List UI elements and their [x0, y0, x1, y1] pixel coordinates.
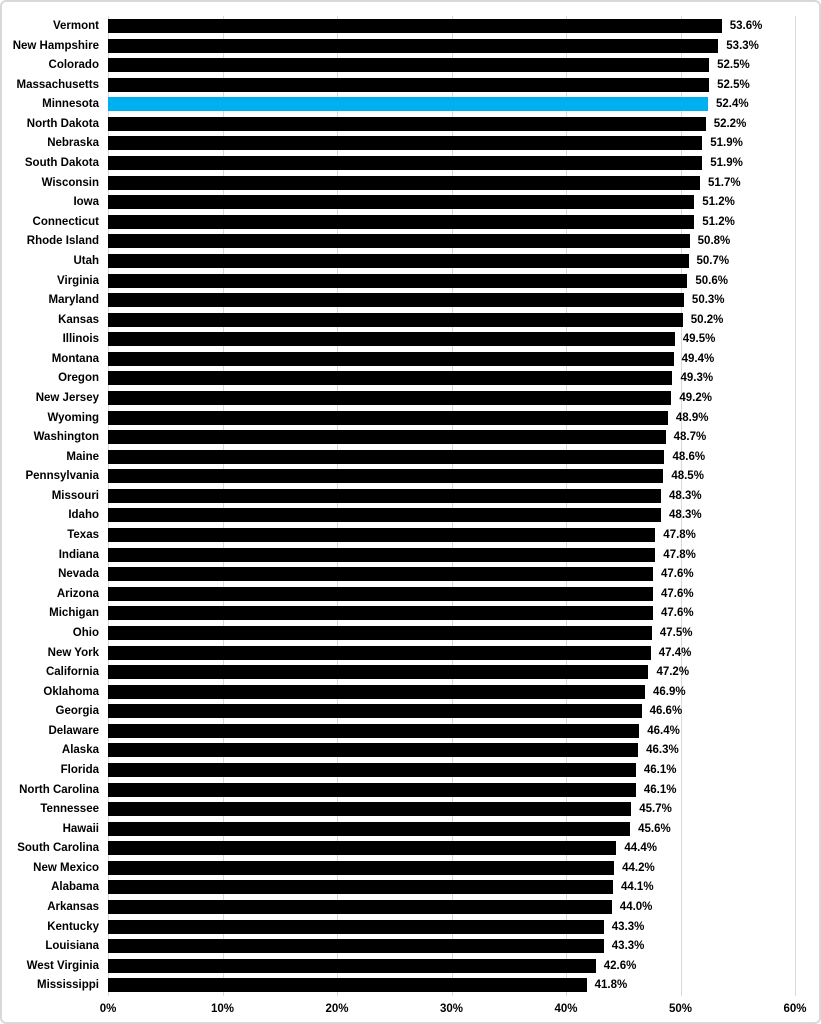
value-label: 52.5%: [717, 59, 750, 72]
value-label: 42.6%: [603, 959, 637, 972]
value-label: 53.3%: [726, 39, 759, 52]
bar: [108, 900, 612, 914]
bar-row: [58, 313, 795, 327]
value-label: 48.7%: [673, 431, 707, 444]
category-label: Connecticut: [32, 215, 99, 228]
value-label: 43.3%: [611, 920, 645, 933]
value-label: 47.4%: [658, 646, 692, 659]
value-label: 51.2%: [702, 215, 735, 228]
bar-row: [56, 587, 795, 601]
value-label: 49.3%: [680, 372, 714, 385]
bar-row: [32, 215, 795, 229]
bar: [108, 743, 638, 757]
category-label: New Jersey: [35, 391, 99, 404]
bar-row: [35, 391, 795, 405]
value-label: 43.3%: [611, 940, 645, 953]
bar: [108, 215, 694, 229]
category-label: Georgia: [55, 705, 99, 718]
bar: [108, 548, 655, 562]
bar-row: [26, 234, 795, 248]
category-label: Utah: [73, 254, 99, 267]
value-label: 48.5%: [671, 470, 704, 483]
bar: [108, 176, 700, 190]
bar-row: [24, 156, 795, 170]
value-label: 46.3%: [646, 744, 679, 757]
x-axis: [99, 1003, 807, 1019]
value-label: 46.4%: [647, 724, 680, 737]
bar: [108, 19, 722, 33]
bar: [108, 646, 651, 660]
bar: [108, 724, 639, 738]
category-label: Tennessee: [40, 803, 99, 816]
bar: [108, 332, 675, 346]
bar: [108, 665, 648, 679]
bar-row: [47, 920, 795, 934]
bar-row: [60, 763, 795, 777]
x-tick-label: 10%: [210, 1003, 235, 1015]
value-label: 49.2%: [679, 391, 712, 404]
value-label: 48.9%: [675, 411, 709, 424]
bar: [108, 567, 653, 581]
bar: [108, 234, 690, 248]
bar: [108, 117, 706, 131]
x-tick-label: 40%: [554, 1003, 578, 1015]
bar-row: [48, 293, 795, 307]
category-label: Washington: [33, 431, 99, 444]
category-label: Mississippi: [37, 979, 99, 992]
bar-row: [72, 626, 795, 640]
bar-row: [42, 97, 795, 111]
category-label: South Dakota: [24, 157, 99, 170]
category-label: Rhode Island: [26, 235, 99, 248]
x-tick-label: 60%: [783, 1003, 807, 1015]
bar-row: [52, 19, 795, 33]
category-label: Delaware: [48, 724, 99, 737]
bar: [108, 136, 702, 150]
value-label: 47.5%: [659, 626, 693, 639]
bar: [108, 802, 631, 816]
value-label: 45.6%: [638, 822, 671, 835]
category-label: Maryland: [48, 294, 99, 307]
bar-row: [45, 939, 795, 953]
category-label: Maine: [66, 450, 99, 463]
bar: [108, 489, 661, 503]
value-label: 46.1%: [643, 783, 677, 796]
value-label: 47.6%: [661, 607, 694, 620]
bar-row: [43, 685, 795, 699]
bar: [108, 763, 636, 777]
bar-row: [47, 646, 795, 660]
category-label: Pennsylvania: [25, 470, 99, 483]
value-label: 52.2%: [713, 117, 747, 130]
bar-row: [62, 822, 795, 836]
value-label: 50.6%: [695, 274, 728, 287]
bar: [108, 841, 616, 855]
bar-row: [67, 528, 795, 542]
x-tick-label: 30%: [439, 1003, 464, 1015]
bar-row: [47, 136, 795, 150]
bar-row: [49, 606, 795, 620]
bar: [108, 371, 672, 385]
category-label: Texas: [67, 529, 99, 542]
value-label: 44.4%: [624, 842, 657, 855]
bar: [108, 587, 653, 601]
category-label: Louisiana: [45, 940, 99, 953]
value-label: 50.7%: [696, 254, 730, 267]
bar: [108, 391, 671, 405]
value-label: 47.8%: [663, 529, 696, 542]
category-label: Illinois: [62, 333, 99, 346]
bar: [108, 685, 645, 699]
category-label: Michigan: [49, 607, 99, 620]
category-label: Hawaii: [62, 822, 99, 835]
bar: [108, 508, 661, 522]
bar: [108, 293, 684, 307]
category-label: Montana: [51, 352, 99, 365]
category-label: Iowa: [73, 196, 99, 209]
bar-row: [33, 861, 795, 875]
bar: [108, 920, 604, 934]
value-label: 46.1%: [643, 763, 677, 776]
category-label: New Mexico: [33, 861, 99, 874]
bar: [108, 704, 642, 718]
value-label: 49.5%: [682, 333, 716, 346]
bar-row: [47, 411, 795, 425]
bar: [108, 861, 614, 875]
category-label: Indiana: [58, 548, 99, 561]
category-label: Oklahoma: [43, 685, 99, 698]
bar-row: [51, 352, 795, 366]
category-label: Nevada: [58, 568, 99, 581]
category-label: Kansas: [58, 313, 99, 326]
gridline: [795, 16, 796, 996]
bar-row: [26, 959, 795, 973]
bar: [108, 469, 663, 483]
category-label: North Dakota: [26, 117, 99, 130]
value-label: 46.9%: [653, 685, 686, 698]
value-label: 44.2%: [622, 861, 655, 874]
bar-rows: [12, 19, 795, 993]
category-label: Minnesota: [42, 98, 99, 111]
category-label: Idaho: [68, 509, 99, 522]
value-label: 52.4%: [715, 98, 749, 111]
x-tick-label: 50%: [668, 1003, 693, 1015]
plot-area: [12, 19, 795, 993]
bar-row: [62, 332, 795, 346]
bar: [108, 254, 689, 268]
category-label: Alabama: [51, 881, 99, 894]
bar: [108, 450, 664, 464]
bar: [108, 822, 630, 836]
value-label: 53.6%: [729, 20, 763, 32]
category-label: North Carolina: [19, 783, 99, 796]
bar-row: [58, 548, 795, 562]
value-label: 41.8%: [594, 979, 628, 992]
value-label: 47.6%: [661, 568, 694, 581]
bar: [108, 39, 718, 53]
value-label: 47.2%: [656, 666, 690, 679]
category-label: Wisconsin: [41, 176, 99, 189]
category-label: Arizona: [56, 587, 99, 600]
bar: [108, 58, 709, 72]
bar-row: [48, 724, 795, 738]
bar-row: [66, 450, 795, 464]
value-label: 52.5%: [717, 78, 750, 91]
bar-row: [73, 195, 795, 209]
category-label: Ohio: [72, 626, 99, 639]
value-label: 45.7%: [639, 803, 672, 816]
category-label: Virginia: [57, 274, 99, 287]
bar: [108, 195, 694, 209]
bar: [108, 606, 653, 620]
category-label: New York: [47, 646, 99, 659]
bar: [108, 939, 604, 953]
category-label: New Hampshire: [12, 39, 99, 52]
bar: [108, 978, 587, 992]
bar-row: [73, 254, 795, 268]
category-label: Wyoming: [47, 411, 99, 424]
category-label: Oregon: [58, 372, 99, 385]
category-label: Arkansas: [47, 901, 99, 914]
bar: [108, 959, 596, 973]
bar-row: [37, 978, 795, 992]
value-label: 44.0%: [619, 901, 653, 914]
value-label: 44.1%: [620, 881, 654, 894]
bar-row: [51, 880, 795, 894]
bar-row: [19, 783, 795, 797]
bar: [108, 274, 687, 288]
category-label: Missouri: [51, 489, 99, 502]
value-label: 48.6%: [672, 450, 706, 463]
category-label: California: [45, 666, 99, 679]
value-label: 48.3%: [669, 489, 702, 502]
bar-row: [47, 900, 795, 914]
category-label: Alaska: [61, 744, 99, 757]
x-tick-label: 0%: [99, 1003, 117, 1015]
category-label: Kentucky: [47, 920, 99, 933]
bar-row: [12, 39, 795, 53]
category-label: Colorado: [48, 59, 99, 72]
value-label: 51.9%: [710, 157, 743, 170]
bar: [108, 411, 668, 425]
category-label: Florida: [60, 763, 99, 776]
bar: [108, 78, 709, 92]
value-label: 46.6%: [649, 705, 683, 718]
bar-row: [58, 371, 795, 385]
value-label: 51.9%: [710, 137, 743, 150]
bar-row: [57, 274, 795, 288]
value-label: 48.3%: [669, 509, 702, 522]
bar-row: [61, 743, 795, 757]
bar: [108, 783, 636, 797]
bar-row: [17, 841, 795, 855]
bar-row: [55, 704, 795, 718]
value-label: 51.7%: [707, 176, 741, 189]
value-label: 50.2%: [690, 313, 724, 326]
bar: [108, 880, 613, 894]
bar-row: [25, 469, 795, 483]
value-label: 50.3%: [691, 294, 725, 307]
x-tick-label: 20%: [325, 1003, 349, 1015]
value-label: 47.6%: [661, 587, 694, 600]
value-label: 50.8%: [697, 235, 731, 248]
bar-row: [58, 567, 795, 581]
bar-row: [26, 117, 795, 131]
bar: [108, 352, 674, 366]
bar-row: [68, 508, 795, 522]
bar-row: [16, 78, 795, 92]
value-label: 47.8%: [663, 548, 696, 561]
bar: [108, 313, 683, 327]
bar: [108, 97, 708, 111]
bar-row: [48, 58, 795, 72]
bar-row: [40, 802, 795, 816]
bar: [108, 626, 652, 640]
category-label: West Virginia: [26, 959, 99, 972]
bar-row: [45, 665, 795, 679]
bar: [108, 528, 655, 542]
bar-row: [33, 430, 795, 444]
category-label: Nebraska: [47, 137, 99, 150]
value-label: 51.2%: [702, 196, 735, 209]
category-label: South Carolina: [17, 842, 99, 855]
bar: [108, 430, 666, 444]
bar-row: [51, 489, 795, 503]
bar: [108, 156, 702, 170]
value-label: 49.4%: [681, 352, 715, 365]
category-label: Massachusetts: [16, 78, 99, 91]
bar-row: [41, 176, 795, 190]
category-label: Vermont: [52, 20, 99, 32]
